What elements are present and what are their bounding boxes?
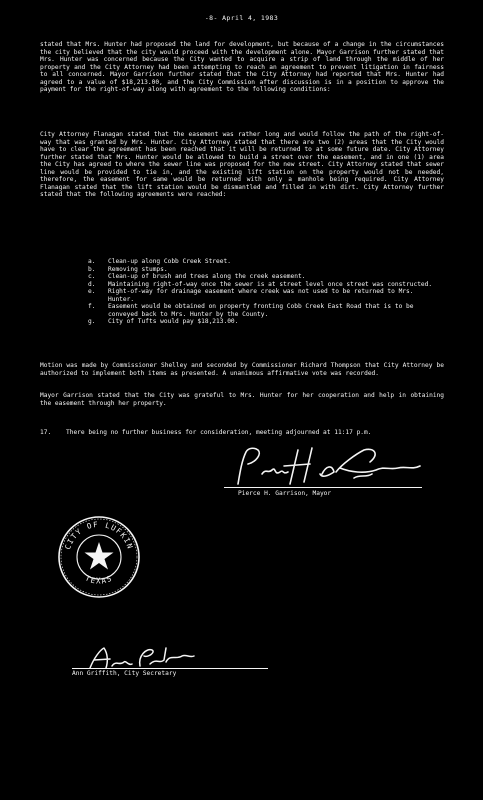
mayor-signature-line — [224, 487, 422, 488]
condition-text: Maintaining right-of-way once the sewer is at street level once street was constructed. — [108, 280, 433, 288]
seal-bottom-text: TEXAS — [83, 573, 115, 586]
secretary-signature-line — [72, 668, 268, 669]
mayor-name: Pierce H. Garrison, Mayor — [238, 490, 332, 497]
paragraph-3: Motion was made by Commissioner Shelley and seconded by Commissioner Richard Thompson that City Attorney be authorized to implement both items as presented. A unanimous affirmative vote was recorded. — [40, 362, 444, 377]
condition-letter: b. — [88, 265, 96, 273]
paragraph-4: Mayor Garrison stated that the City was grateful to Mrs. Hunter for her cooperation and help in obtaining the easement through her property. — [40, 392, 444, 407]
conditions-list — [88, 258, 440, 326]
paragraph-2: City Attorney Flanagan stated that the easement was rather long and would follow the path of the right-of-way that was granted by Mrs. Hunter. City Attorney stated that there are two (2) areas that the City would have to clear the agreement has been reached that it will be returned to at some future date. City Attorney further stated that Mrs. Hunter would be allowed to build a street over the easement, and in one (1) area the City has agreed to where the sewer line was proposed for the new street. City Attorney stated that sewer line would be provided to tie in, and the existing lift station on the property would not be needed, therefore, the easement for same would be returned with only a manhole being required. City Attorney Flanagan stated that the lift station would be dismantled and filled in with dirt. City Attorney further stated that the following agreements were reached: — [40, 131, 444, 198]
star-icon — [85, 542, 114, 570]
condition-item — [88, 258, 440, 266]
condition-letter: f. — [88, 303, 96, 310]
condition-text: Clean-up of brush and trees along the creek easement. — [108, 273, 306, 280]
paragraph-1: stated that Mrs. Hunter had proposed the land for development, but because of a change in the circumstances the city believed that the city would proceed with the development alone. Mayor Garrison further stated that Mrs. Hunter was concerned because the City wanted to acquire a strip of land through the middle of her property and the City Attorney had been attempting to reach an agreement to prevent litigation in fairness to all concerned. Mayor Garrison further stated that the City Attorney had reported that Mrs. Hunter had agreed to a value of $18,213.00, and the City Commission after discussion is in a position to approve the payment for the right-of-way along with agreement to the following conditions: — [40, 41, 444, 93]
condition-text: City of Tufts would pay $18,213.00. — [108, 318, 239, 325]
condition-text: Removing stumps. — [108, 265, 168, 273]
page-header: -8- April 4, 1983 — [204, 14, 279, 22]
condition-text: Right-of-way for drainage easement where creek was not used to be returned to Mrs. Hunter. — [108, 288, 414, 303]
condition-item — [88, 303, 440, 318]
condition-item — [88, 318, 440, 326]
city-seal — [56, 514, 142, 600]
item-number: 17. — [40, 429, 52, 436]
condition-letter: d. — [88, 280, 96, 288]
mayor-signature — [224, 444, 424, 488]
secretary-name: Ann Griffith, City Secretary — [72, 670, 177, 677]
condition-item — [88, 273, 440, 281]
seal-top-text: CITY OF LUFKIN — [63, 519, 135, 551]
condition-item — [88, 266, 440, 274]
item-text: There being no further business for consideration, meeting adjourned at 11:17 p.m. — [66, 429, 372, 436]
condition-text: Clean-up along Cobb Creek Street. — [108, 258, 231, 265]
condition-letter: a. — [88, 258, 96, 265]
condition-letter: e. — [88, 288, 96, 295]
condition-item — [88, 281, 440, 289]
condition-letter: c. — [88, 273, 96, 280]
condition-item — [88, 288, 440, 303]
condition-letter: g. — [88, 318, 96, 325]
condition-text: Easement would be obtained on property fronting Cobb Creek East Road that is to be conveyed back to Mrs. Hunter by the County. — [108, 303, 414, 318]
svg-text:TEXAS — [84, 573, 114, 585]
